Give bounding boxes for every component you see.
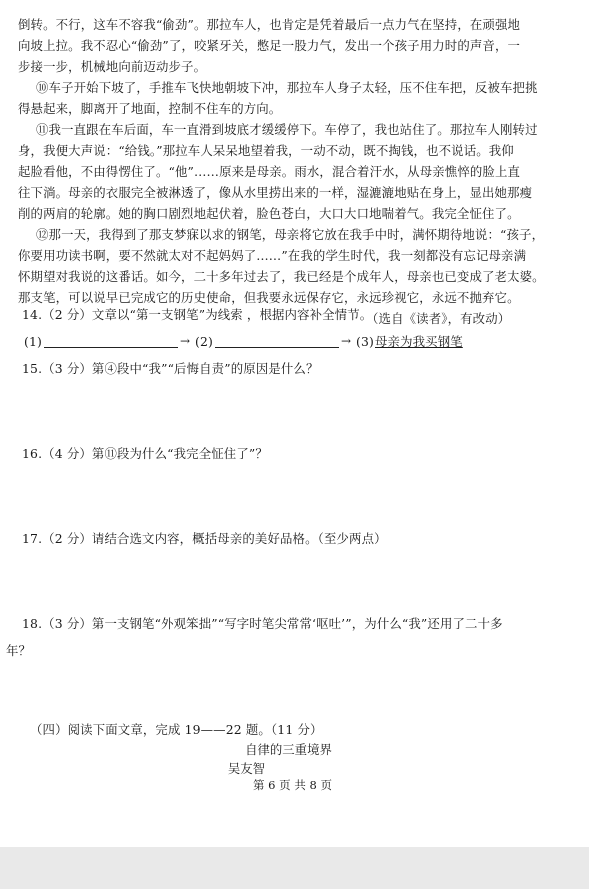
q14-answer-line-2[interactable] bbox=[215, 347, 339, 348]
section-4-heading: （四）阅读下面文章，完成 19——22 题。（11 分） bbox=[30, 722, 323, 737]
q14-item-2-label: (2) bbox=[195, 334, 214, 349]
q14-answer-line-1[interactable] bbox=[44, 347, 178, 348]
paragraph-12-line-4: 那支笔，可以说早已完成它的历史使命，但我要永远保存它，永远珍视它，永远不抛弃它。 bbox=[18, 290, 520, 305]
passage-line-2: 向坡上拉。我不忍心“偷劲”了，咬紧牙关，憋足一股力气，发出一个孩子用力时的声音，一 bbox=[18, 38, 521, 53]
page-number: 第 6 页 共 8 页 bbox=[253, 778, 332, 792]
question-15: 15.（3 分）第④段中“我”“后悔自责”的原因是什么？ bbox=[22, 361, 319, 376]
paragraph-11-line-4: 往下淌。母亲的衣服完全被淋透了，像从水里捞出来的一样，湿漉漉地贴在身上，显出她那瘦 bbox=[18, 185, 533, 200]
question-18-line-2: 年？ bbox=[6, 643, 32, 658]
article-author: 吴友智 bbox=[227, 761, 266, 776]
paragraph-11-line-2: 身，我便大声说：“给钱。”那拉车人呆呆地望着我，一动不动，既不掏钱，也不说话。我仰 bbox=[18, 143, 514, 158]
bottom-bar bbox=[0, 847, 589, 889]
passage-line-1: 倒转。不行，这车不容我“偷劲”。那拉车人，也肯定是凭着最后一点力气在坚持，在顽强地 bbox=[18, 17, 521, 32]
article-title: 自律的三重境界 bbox=[245, 742, 332, 757]
paragraph-11-line-5: 削的两肩的轮廓。她的胸口剧烈地起伏着，脸色苍白，大口大口地喘着气。我完全怔住了。 bbox=[18, 206, 520, 221]
passage-source: （选自《读者》，有改动） bbox=[366, 311, 511, 326]
paragraph-12-line-2: 你要用功读书啊，要不然就太对不起妈妈了……”在我的学生时代，我一刻都没有忘记母亲满 bbox=[18, 248, 527, 263]
arrow-icon: → bbox=[341, 334, 352, 348]
paragraph-12-line-3: 怀期望对我说的这番话。如今，二十多年过去了，我已经是个成年人，母亲也已变成了老太婆。 bbox=[18, 269, 545, 284]
paragraph-10-line-2: 得悬起来，脚离开了地面，控制不住车的方向。 bbox=[18, 101, 282, 116]
paragraph-11-line-1: ⑪我一直跟在车后面，车一直滑到坡底才缓缓停下。车停了，我也站住了。那拉车人刚转过 bbox=[36, 122, 538, 137]
question-18-line-1: 18.（3 分）第一支钢笔“外观笨拙”“写字时笔尖常常‘呕吐’”，为什么“我”还用了二十多 bbox=[22, 616, 503, 631]
question-14: 14.（2 分）文章以“第一支钢笔”为线索 ，根据内容补全情节。 bbox=[22, 307, 373, 322]
q14-item-3-label: (3) bbox=[356, 334, 375, 349]
q14-item-1-label: (1) bbox=[24, 334, 43, 349]
question-16: 16.（4 分）第⑪段为什么“我完全怔住了”？ bbox=[22, 446, 268, 461]
arrow-icon: → bbox=[180, 334, 191, 348]
paragraph-11-line-3: 起脸看他，不由得愣住了。“他”……原来是母亲。雨水，混合着汗水，从母亲憔悴的脸上直 bbox=[18, 164, 521, 179]
passage-line-3: 步接一步，机械地向前迈动步子。 bbox=[18, 59, 207, 74]
question-17: 17.（2 分）请结合选文内容，概括母亲的美好品格。（至少两点） bbox=[22, 531, 387, 546]
paragraph-10-line-1: ⑩车子开始下坡了，手推车飞快地朝坡下冲，那拉车人身子太轻，压不住车把，反被车把挑 bbox=[36, 80, 538, 95]
q14-item-3-answer: 母亲为我买钢笔 bbox=[375, 334, 463, 349]
paragraph-12-line-1: ⑫那一天，我得到了那支梦寐以求的钢笔，母亲将它放在我手中时，满怀期待地说：“孩子， bbox=[36, 227, 545, 242]
